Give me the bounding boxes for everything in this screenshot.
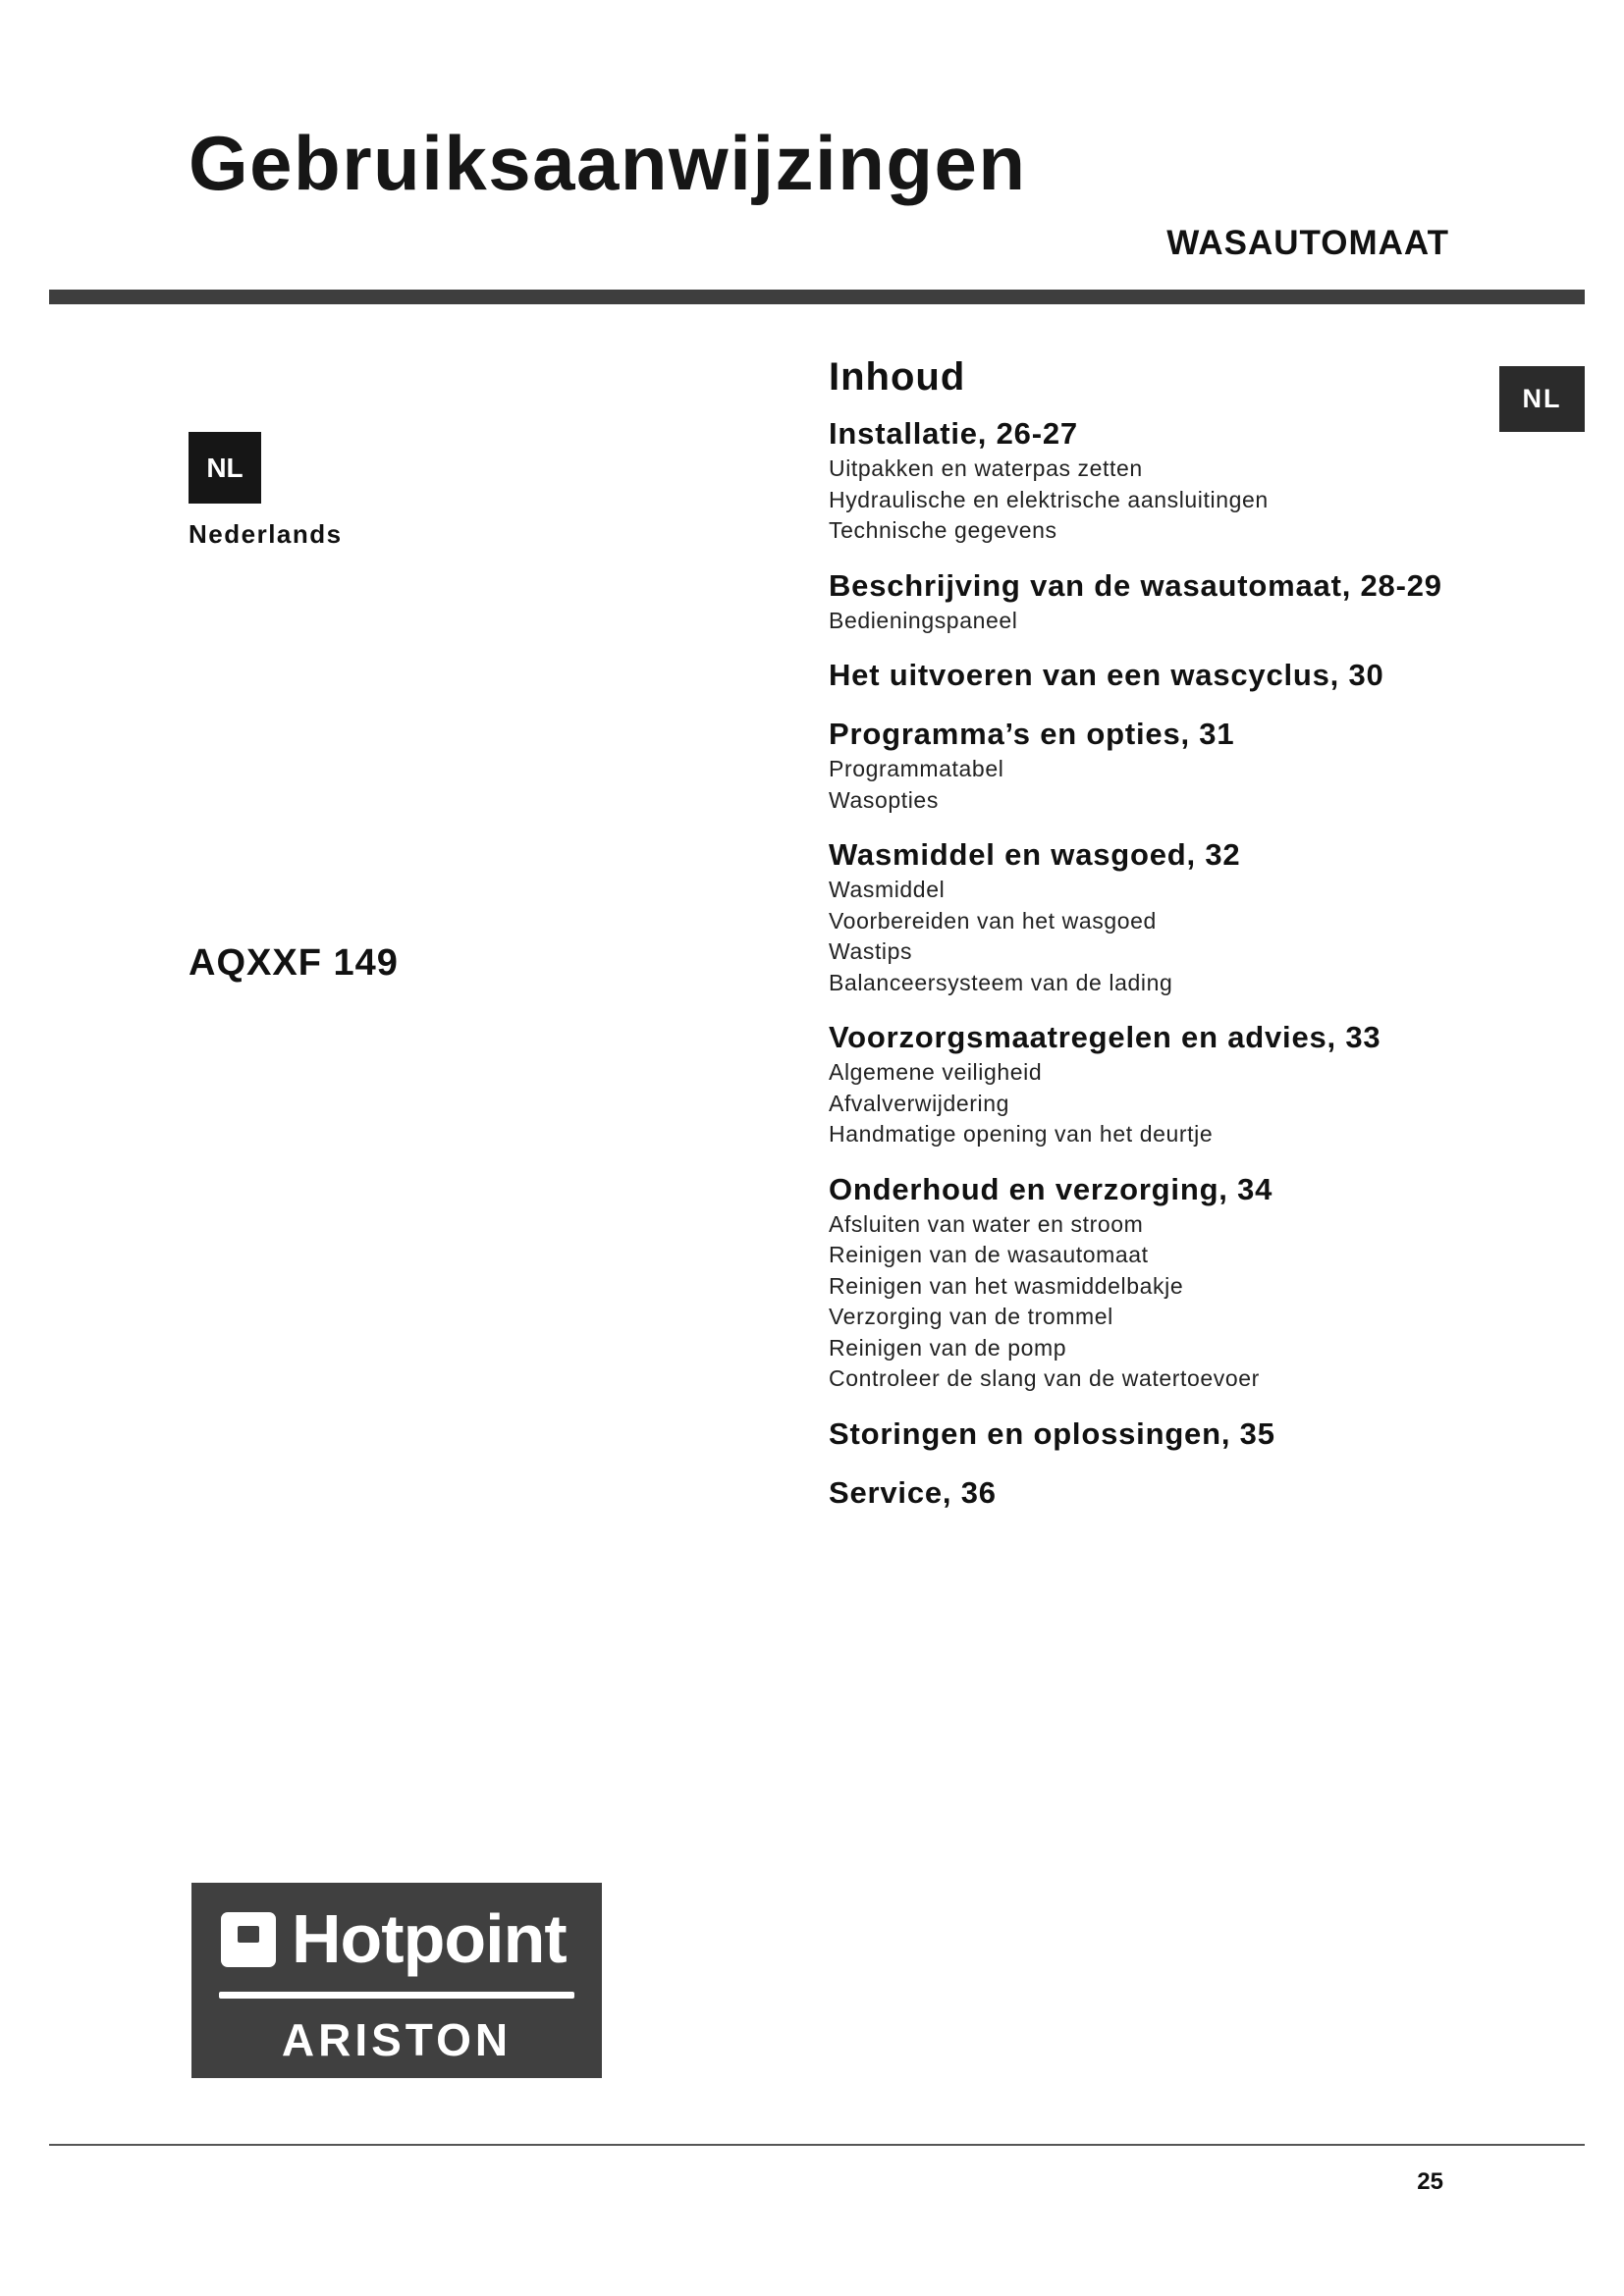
document-subtitle: WASAUTOMAAT xyxy=(1166,224,1449,262)
model-number: AQXXF 149 xyxy=(189,942,399,984)
table-of-contents xyxy=(829,353,1477,1513)
toc-item: Balanceersysteem van de lading xyxy=(829,969,1173,995)
toc-section-title: Onderhoud en verzorging, 34 xyxy=(829,1171,1273,1206)
header-divider-bar xyxy=(49,290,1585,304)
toc-item: Bedieningspaneel xyxy=(829,607,1018,633)
document-title: Gebruiksaanwijzingen xyxy=(189,120,1027,206)
brand-name: Hotpoint xyxy=(292,1900,567,1977)
toc-item: Programmatabel xyxy=(829,756,1004,781)
toc-section-title: Service, 36 xyxy=(829,1474,997,1510)
brand-divider xyxy=(219,1992,574,1999)
language-tab: NL xyxy=(1499,366,1585,432)
footer-divider xyxy=(49,2144,1585,2146)
toc-section-list xyxy=(829,414,1477,1513)
toc-item: Verzorging van de trommel xyxy=(829,1304,1113,1329)
toc-item: Reinigen van de pomp xyxy=(829,1334,1067,1361)
toc-item: Wastips xyxy=(829,938,913,964)
language-label: Nederlands xyxy=(189,519,343,549)
toc-section xyxy=(829,835,1477,998)
toc-item: Uitpakken en waterpas zetten xyxy=(829,455,1143,481)
toc-item: Hydraulische en elektrische aansluitingen xyxy=(829,486,1269,512)
brand-mark-window xyxy=(238,1926,259,1943)
brand-subname: ARISTON xyxy=(281,2014,513,2065)
toc-section xyxy=(829,1415,1477,1454)
page-number: 25 xyxy=(1417,2168,1443,2195)
toc-section-title: Voorzorgsmaatregelen en advies, 33 xyxy=(829,1020,1381,1054)
toc-item: Controleer de slang van de watertoevoer xyxy=(829,1365,1260,1391)
toc-item: Reinigen van de wasautomaat xyxy=(829,1242,1149,1267)
toc-section-title: Storingen en oplossingen, 35 xyxy=(829,1415,1275,1451)
brand-mark-icon xyxy=(221,1912,276,1967)
toc-section-title: Het uitvoeren van een wascyclus, 30 xyxy=(829,658,1384,692)
toc-section xyxy=(829,1473,1477,1513)
toc-section xyxy=(829,656,1477,695)
toc-section xyxy=(829,414,1477,547)
toc-item: Reinigen van het wasmiddelbakje xyxy=(829,1272,1184,1299)
toc-section-title: Installatie, 26-27 xyxy=(829,416,1078,451)
toc-section-title: Beschrijving van de wasautomaat, 28-29 xyxy=(829,567,1442,603)
toc-section xyxy=(829,715,1477,816)
toc-item: Afvalverwijdering xyxy=(829,1090,1010,1116)
toc-item: Technische gegevens xyxy=(829,517,1057,543)
language-badge: NL xyxy=(189,432,261,504)
toc-item: Voorbereiden van het wasgoed xyxy=(829,907,1157,934)
toc-heading: Inhoud xyxy=(829,355,966,399)
toc-section xyxy=(829,1170,1477,1395)
toc-item: Afsluiten van water en stroom xyxy=(829,1210,1144,1237)
hotpoint-ariston-logo xyxy=(191,1883,602,2078)
toc-item: Wasmiddel xyxy=(829,877,946,902)
toc-section xyxy=(829,566,1477,637)
toc-section-title: Programma’s en opties, 31 xyxy=(829,717,1235,751)
toc-item: Handmatige opening van het deurtje xyxy=(829,1121,1214,1147)
toc-section-title: Wasmiddel en wasgoed, 32 xyxy=(829,837,1241,872)
toc-section xyxy=(829,1018,1477,1150)
toc-item: Wasopties xyxy=(829,786,939,813)
toc-item: Algemene veiligheid xyxy=(829,1059,1043,1085)
